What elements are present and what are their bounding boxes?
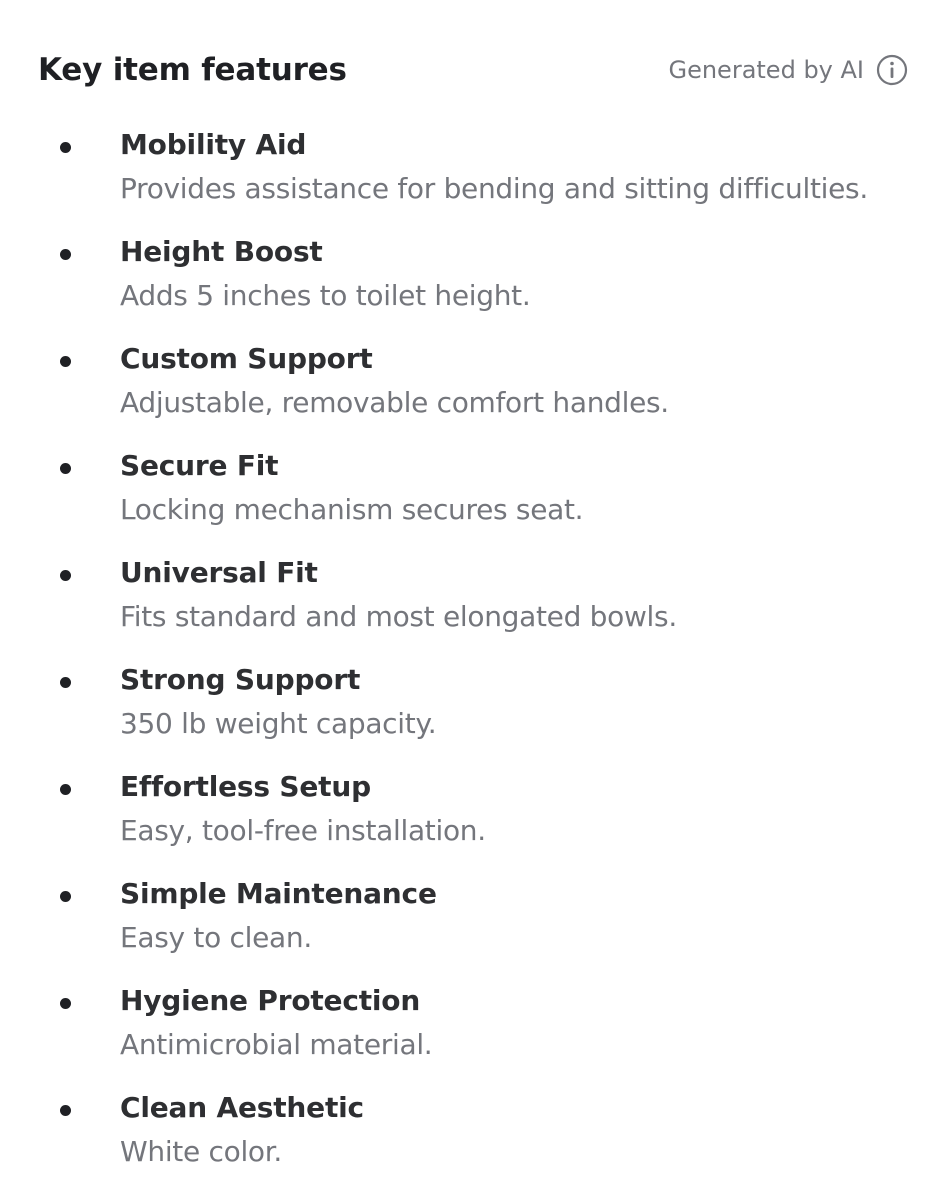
feature-list — [0, 126, 946, 1196]
generated-by-ai-badge[interactable] — [668, 54, 908, 86]
feature-item — [0, 447, 946, 554]
feature-description: Easy, tool-free installation. — [120, 814, 486, 847]
feature-title: Clean Aesthetic — [120, 1091, 364, 1124]
bullet-icon — [60, 142, 71, 153]
features-header — [38, 50, 908, 94]
feature-title: Simple Maintenance — [120, 877, 437, 910]
feature-item — [0, 1089, 946, 1196]
bullet-icon — [60, 891, 71, 902]
feature-item — [0, 768, 946, 875]
feature-title: Custom Support — [120, 342, 373, 375]
feature-item — [0, 233, 946, 340]
feature-title: Mobility Aid — [120, 128, 307, 161]
generated-by-ai-label: Generated by AI — [668, 56, 864, 84]
section-title: Key item features — [38, 52, 347, 88]
bullet-icon — [60, 463, 71, 474]
bullet-icon — [60, 677, 71, 688]
feature-title: Height Boost — [120, 235, 323, 268]
bullet-icon — [60, 356, 71, 367]
feature-item — [0, 126, 946, 233]
bullet-icon — [60, 249, 71, 260]
feature-description: Fits standard and most elongated bowls. — [120, 600, 677, 633]
feature-item — [0, 661, 946, 768]
feature-title: Hygiene Protection — [120, 984, 421, 1017]
feature-description: Adjustable, removable comfort handles. — [120, 386, 669, 419]
feature-title: Secure Fit — [120, 449, 279, 482]
feature-description: Easy to clean. — [120, 921, 312, 954]
bullet-icon — [60, 570, 71, 581]
feature-item — [0, 554, 946, 661]
feature-description: Adds 5 inches to toilet height. — [120, 279, 531, 312]
feature-title: Strong Support — [120, 663, 361, 696]
feature-item — [0, 875, 946, 982]
feature-title: Effortless Setup — [120, 770, 371, 803]
feature-item — [0, 982, 946, 1089]
feature-item — [0, 340, 946, 447]
feature-description: Antimicrobial material. — [120, 1028, 433, 1061]
bullet-icon — [60, 1105, 71, 1116]
bullet-icon — [60, 784, 71, 795]
feature-title: Universal Fit — [120, 556, 318, 589]
bullet-icon — [60, 998, 71, 1009]
feature-description: 350 lb weight capacity. — [120, 707, 437, 740]
feature-description: Provides assistance for bending and sitting difficulties. — [120, 172, 868, 205]
info-icon[interactable] — [876, 54, 908, 86]
feature-description: Locking mechanism secures seat. — [120, 493, 584, 526]
feature-description: White color. — [120, 1135, 282, 1168]
